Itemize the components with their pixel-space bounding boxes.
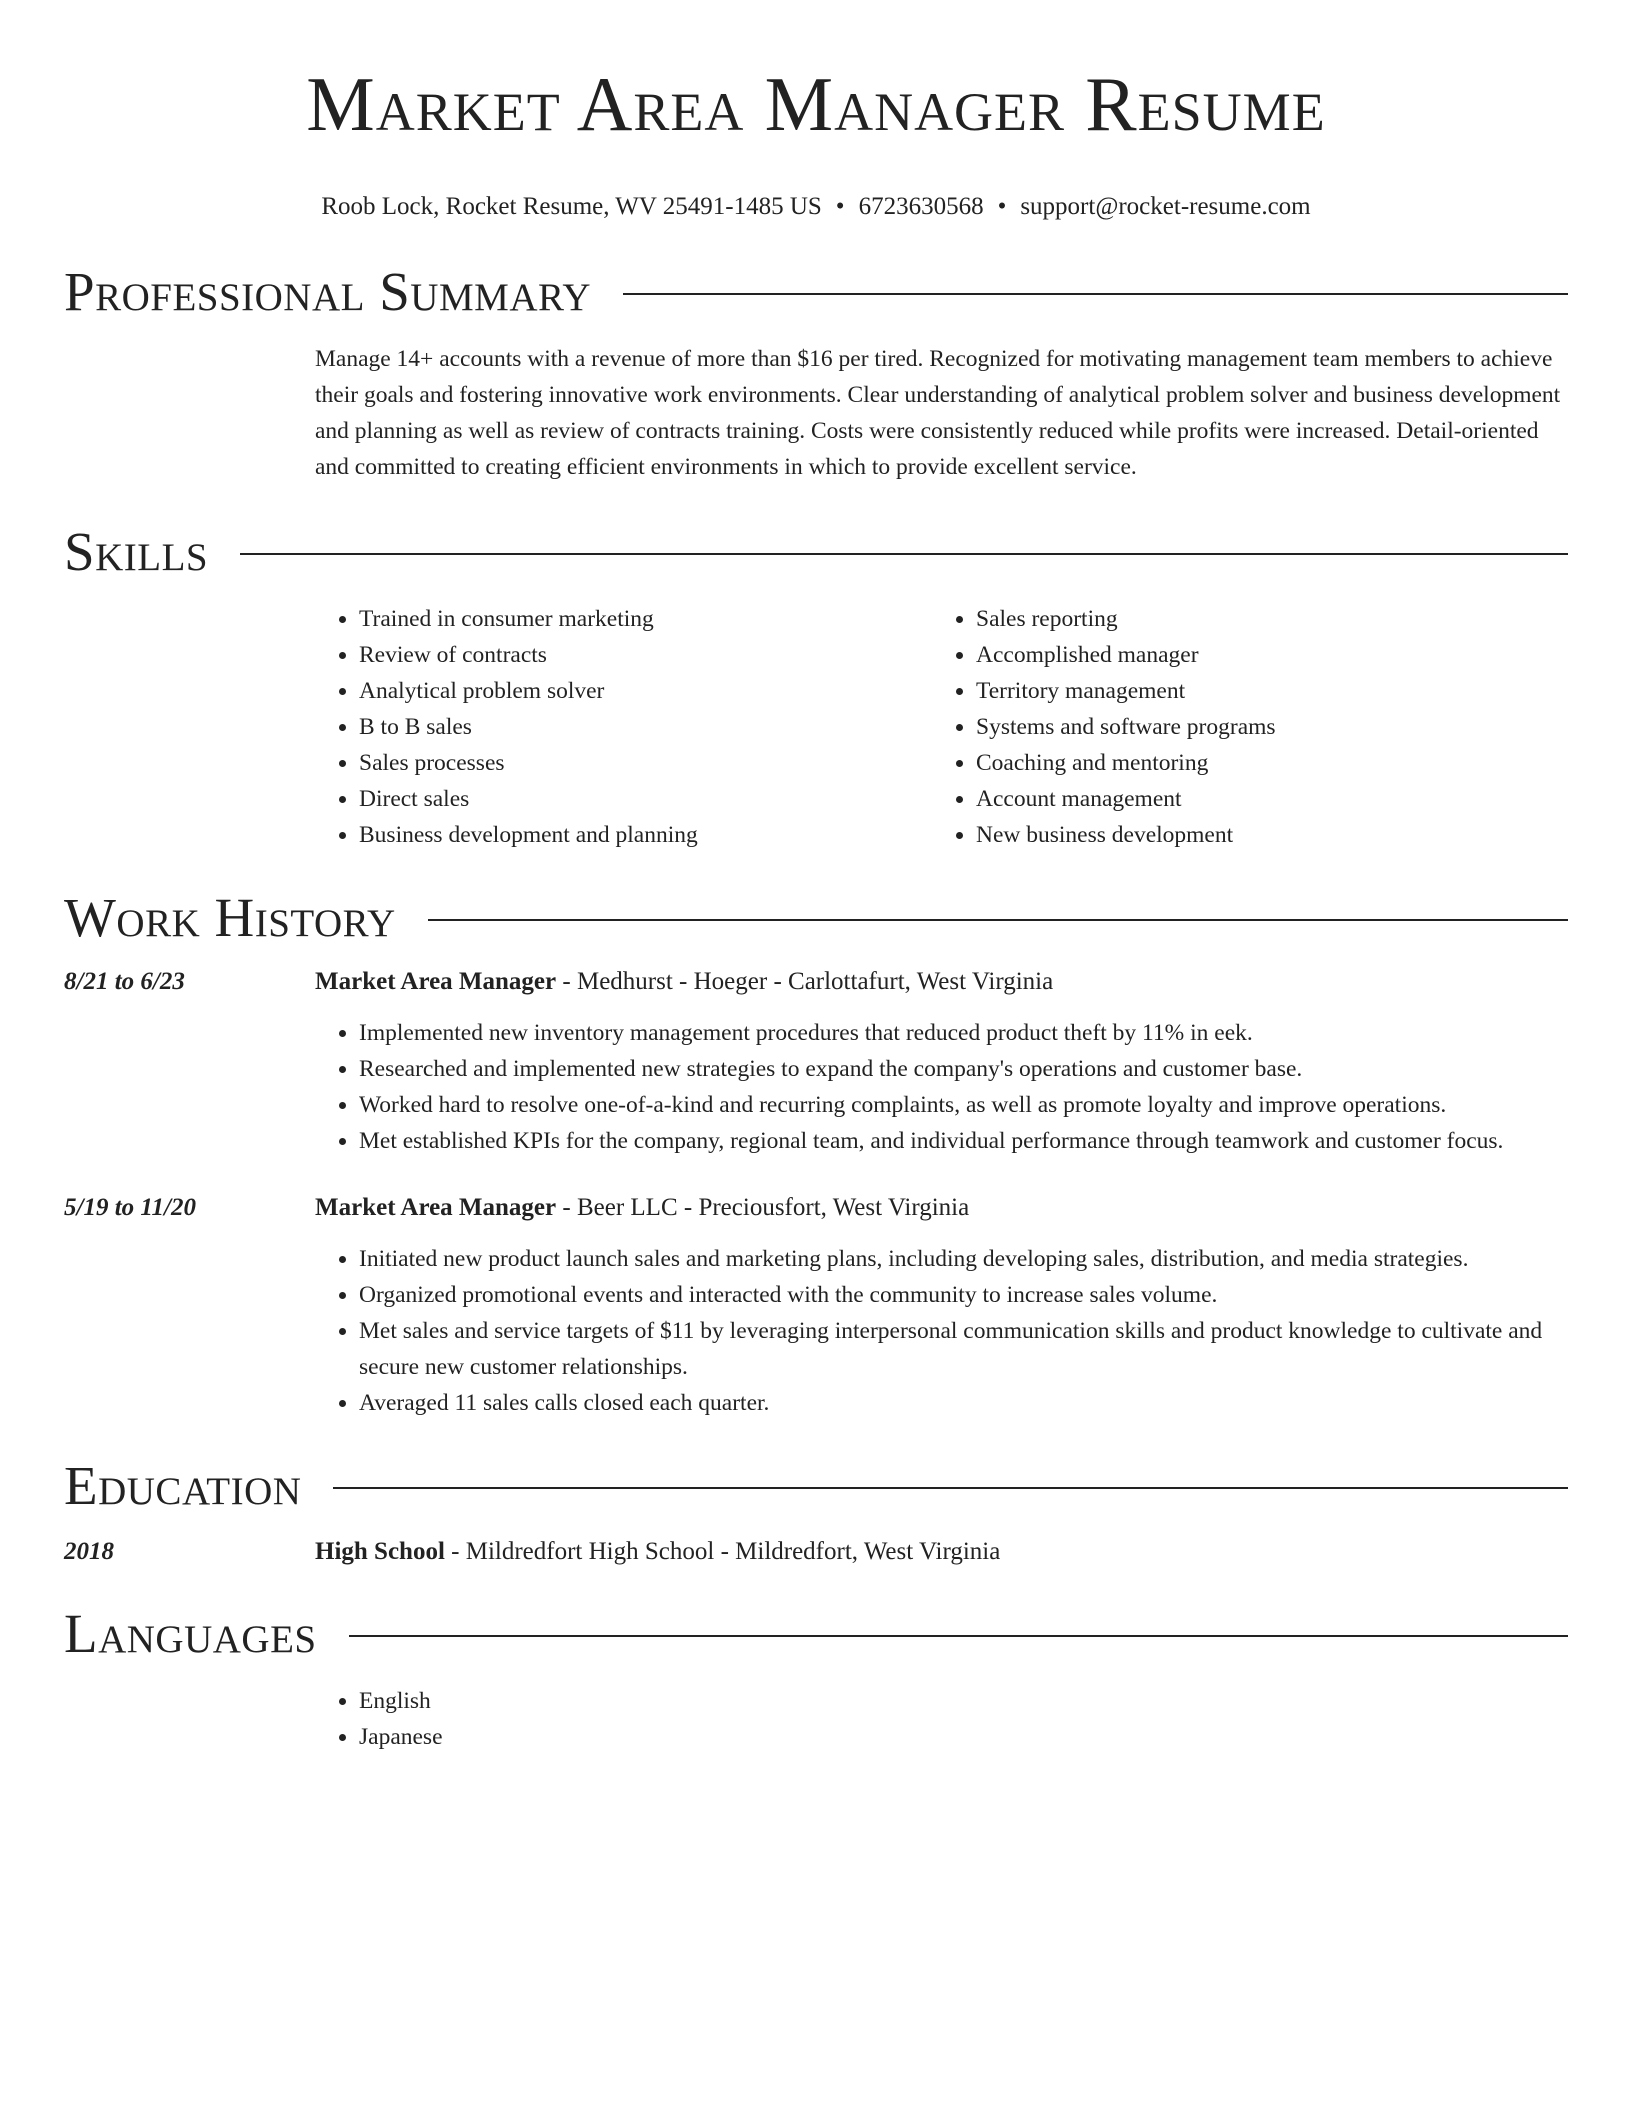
- skill-item: • Coaching and mentoring: [976, 745, 1549, 781]
- section-divider: [428, 919, 1568, 921]
- job-title: Market Area Manager: [315, 1194, 557, 1221]
- summary-content: [315, 341, 1568, 485]
- skills-column-right: [932, 601, 1549, 853]
- skills-grid: [315, 601, 1568, 853]
- job-employer: - Medhurst - Hoeger - Carlottafurt, West Virginia: [556, 968, 1054, 995]
- section-divider: [349, 1635, 1568, 1637]
- skill-item: • Business development and planning: [359, 817, 932, 853]
- skill-item: • Systems and software programs: [976, 709, 1549, 745]
- job-bullet: • Met sales and service targets of $11 by leveraging interpersonal communication skills and product knowledge to cultivate and secure new customer relationships.: [359, 1313, 1568, 1385]
- resume-page: [64, 0, 1568, 1755]
- contact-line: [64, 192, 1568, 222]
- skills-column-left: [315, 601, 932, 853]
- summary-text: Manage 14+ accounts with a revenue of more than $16 per tired. Recognized for motivating management team members to achieve their goals and fostering innovative work environments. Clear understanding of analytical problem solver and business development and planning as well as review of contracts training. Costs were consistently reduced while profits were increased. Detail-oriented and committed to creating efficient environments in which to provide excellent service.: [315, 346, 1561, 480]
- languages-content: [315, 1683, 1568, 1755]
- contact-email: support@rocket-resume.com: [1020, 193, 1311, 220]
- job-bullet-list: [315, 1015, 1568, 1159]
- skill-item: • Review of contracts: [359, 637, 932, 673]
- skill-item: • Analytical problem solver: [359, 673, 932, 709]
- bullet-separator: •: [997, 193, 1007, 220]
- education-heading-line: [315, 1535, 1000, 1569]
- skill-item: • Account management: [976, 781, 1549, 817]
- job-bullet: • Worked hard to resolve one-of-a-kind and recurring complaints, as well as promote loyalty and improve operations.: [359, 1087, 1568, 1123]
- education-year: 2018: [64, 1538, 114, 1565]
- job-entry: [64, 965, 1568, 999]
- job-bullet: • Met established KPIs for the company, regional team, and individual performance through teamwork and customer focus.: [359, 1123, 1568, 1159]
- job-bullet: • Researched and implemented new strategies to expand the company's operations and customer base.: [359, 1051, 1568, 1087]
- education-entry: [64, 1535, 1568, 1569]
- section-divider: [240, 553, 1568, 555]
- skill-item: • B to B sales: [359, 709, 932, 745]
- job-bullets: [315, 1015, 1568, 1159]
- language-item: • English: [359, 1683, 1568, 1719]
- skill-item: • Sales reporting: [976, 601, 1549, 637]
- skills-content: [315, 601, 1568, 853]
- job-heading: [315, 1191, 969, 1225]
- skill-item: • Trained in consumer marketing: [359, 601, 932, 637]
- job-bullet: • Initiated new product launch sales and marketing plans, including developing sales, distribution, and media strategies.: [359, 1241, 1568, 1277]
- job-bullet: • Organized promotional events and interacted with the community to increase sales volume.: [359, 1277, 1568, 1313]
- education-heading: Education: [64, 1455, 302, 1516]
- skills-section-header: [64, 517, 1568, 587]
- skill-item: • Direct sales: [359, 781, 932, 817]
- skill-item: • Accomplished manager: [976, 637, 1549, 673]
- education-section-header: [64, 1451, 1568, 1521]
- job-heading: [315, 965, 1053, 999]
- work-section-header: [64, 883, 1568, 953]
- languages-list: [315, 1683, 1568, 1755]
- job-bullet-list: [315, 1241, 1568, 1421]
- contact-address: Roob Lock, Rocket Resume, WV 25491-1485 US: [321, 193, 822, 220]
- languages-section-header: [64, 1599, 1568, 1669]
- skills-list-right: [932, 601, 1549, 853]
- section-divider: [623, 293, 1568, 295]
- skill-item: • New business development: [976, 817, 1549, 853]
- job-bullets: [315, 1241, 1568, 1421]
- job-dates: 8/21 to 6/23: [64, 968, 185, 995]
- resume-title: Market Area Manager Resume: [306, 61, 1326, 147]
- language-item: • Japanese: [359, 1719, 1568, 1755]
- job-bullet: • Averaged 11 sales calls closed each quarter.: [359, 1385, 1568, 1421]
- job-entry: [64, 1191, 1568, 1225]
- education-degree: High School: [315, 1538, 445, 1565]
- education-school: - Mildredfort High School - Mildredfort, West Virginia: [444, 1538, 1001, 1565]
- languages-heading: Languages: [64, 1603, 317, 1664]
- job-employer: - Beer LLC - Preciousfort, West Virginia: [556, 1194, 970, 1221]
- skills-heading: Skills: [64, 521, 209, 582]
- job-bullet: • Implemented new inventory management procedures that reduced product theft by 11% in eek.: [359, 1015, 1568, 1051]
- job-dates: 5/19 to 11/20: [64, 1194, 196, 1221]
- summary-heading: Professional Summary: [64, 261, 592, 322]
- skill-item: • Sales processes: [359, 745, 932, 781]
- skill-item: • Territory management: [976, 673, 1549, 709]
- bullet-separator: •: [835, 193, 845, 220]
- contact-phone: 6723630568: [858, 193, 984, 220]
- skills-list-left: [315, 601, 932, 853]
- work-heading: Work History: [64, 887, 396, 948]
- section-divider: [333, 1487, 1568, 1489]
- summary-section-header: [64, 257, 1568, 327]
- job-title: Market Area Manager: [315, 968, 557, 995]
